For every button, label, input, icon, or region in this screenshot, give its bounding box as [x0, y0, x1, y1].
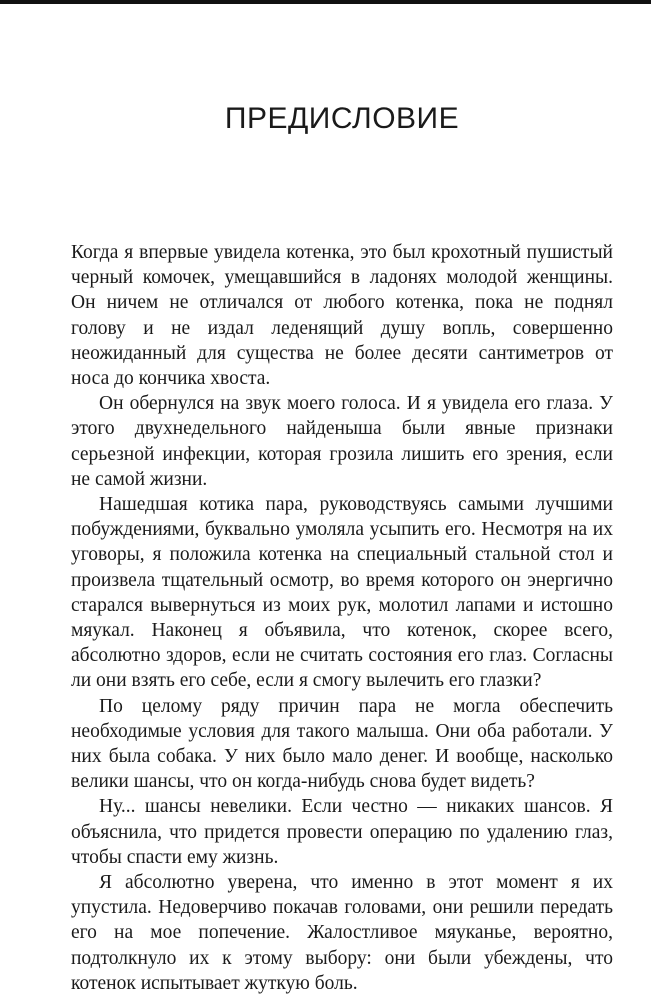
chapter-title: ПРЕДИСЛОВИЕ	[224, 102, 460, 135]
paragraph: Ну... шансы невелики. Если честно — никаких шансов. Я объяснила, что придется провести операцию по удалению глаз, чтобы спасти ему жизнь.	[71, 796, 613, 868]
paragraph: Он обернулся на звук моего голоса. И я увидела его глаза. У этого двухнедельного найденыша были явные признаки серьезной инфекции, которая грозила лишить его зрения, если не самой жизни.	[71, 393, 613, 490]
paragraph: Нашедшая котика пара, руководствуясь самыми лучшими побуждениями, буквально умоляла усыпить его. Несмотря на их уговоры, я положила котенка на специальный стальной стол и произвела тщательный осмотр, во время которого он энергично старался вывернуться из моих рук, молотил лапами и истошно мяукал. Наконец я объявила, что котенок, скорее всего, абсолютно здоров, если не считать состояния его глаз. Согласны ли они взять его себе, если я смогу вылечить его глазки?	[71, 494, 613, 692]
paragraph: По целому ряду причин пара не могла обеспечить необходимые условия для такого малыша. Они оба работали. У них была собака. У них было мало денег. И вообще, насколько велики шансы, что он когда-нибудь снова будет видеть?	[71, 695, 613, 793]
chapter-body	[71, 240, 613, 996]
paragraph: Я абсолютно уверена, что именно в этот момент я их упустила. Недоверчиво покачав головами, они решили передать его на мое попечение. Жалостливое мяуканье, вероятно, подтолкнуло их к этому выбору: они были убеждены, что котенок испытывает жуткую боль.	[71, 872, 613, 994]
paragraph: Когда я впервые увидела котенка, это был крохотный пушистый черный комочек, умещавшийся в ладонях молодой женщины. Он ничем не отличался от любого котенка, пока не поднял голову и не издал леденящий душу вопль, совершенно неожиданный для существа не более десяти сантиметров от носа до кончика хвоста.	[71, 242, 613, 390]
top-edge-rule	[0, 0, 651, 4]
